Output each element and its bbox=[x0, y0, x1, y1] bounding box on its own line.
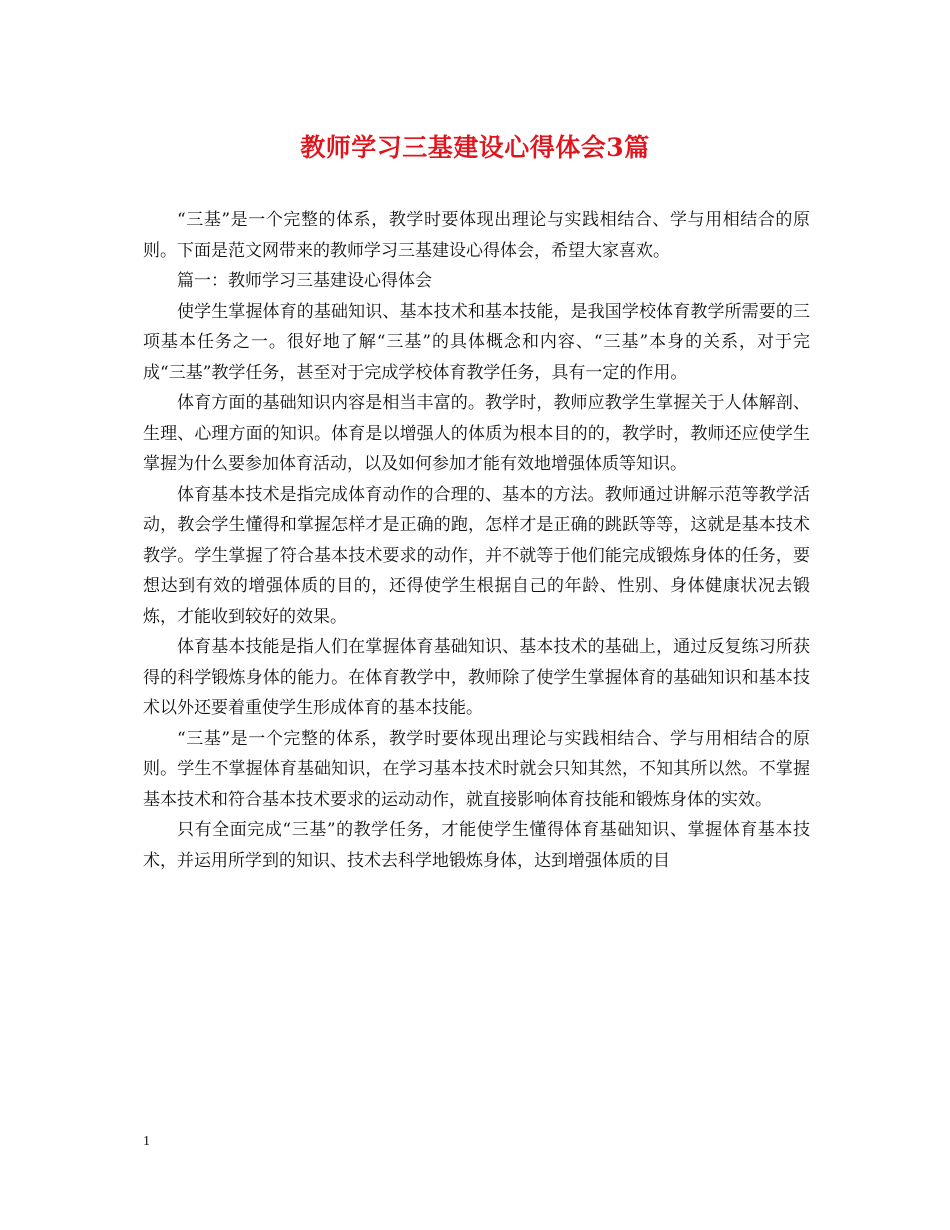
paragraph: 体育方面的基础知识内容是相当丰富的。教学时，教师应教学生掌握关于人体解剖、生理、心理方面的知识。体育是以增强人的体质为根本目的的，教学时，教师还应使学生掌握为什么要参加体育活动，以及如何参加才能有效地增强体质等知识。 bbox=[143, 393, 810, 474]
paragraph: 体育基本技术是指完成体育动作的合理的、基本的方法。教师通过讲解示范等教学活动，教会学生懂得和掌握怎样才是正确的跑，怎样才是正确的跳跃等等，这就是基本技术教学。学生掌握了符合基本技术要求的动作，并不就等于他们能完成锻炼身体的任务，要想达到有效的增强体质的目的，还得使学生根据自己的年龄、性别、身体健康状况去锻炼，才能收到较好的效果。 bbox=[143, 484, 810, 627]
page-number: 1 bbox=[143, 1134, 150, 1149]
paragraph: 只有全面完成“三基”的教学任务，才能使学生懂得体育基础知识、掌握体育基本技术，并运用所学到的知识、技术去科学地锻炼身体，达到增强体质的目 bbox=[143, 820, 810, 871]
paragraph: “三基”是一个完整的体系，教学时要体现出理论与实践相结合、学与用相结合的原则。学生不掌握体育基础知识，在学习基本技术时就会只知其然，不知其所以然。不掌握基本技术和符合基本技术要求的运动动作，就直接影响体育技能和锻炼身体的实效。 bbox=[143, 728, 810, 810]
document-body bbox=[143, 205, 810, 876]
document-title: 教师学习三基建设心得体会3篇 bbox=[300, 133, 650, 162]
section-heading: 篇一：教师学习三基建设心得体会 bbox=[177, 271, 432, 291]
paragraph: 使学生掌握体育的基础知识、基本技术和基本技能，是我国学校体育教学所需要的三项基本任务之一。很好地了解“三基”的具体概念和内容、“三基”本身的关系，对于完成“三基”教学任务，甚至对于完成学校体育教学任务，具有一定的作用。 bbox=[143, 301, 810, 383]
paragraph: 体育基本技能是指人们在掌握体育基础知识、基本技术的基础上，通过反复练习所获得的科学锻炼身体的能力。在体育教学中，教师除了使学生掌握体育的基础知识和基本技术以外还要着重使学生形成体育的基本技能。 bbox=[143, 637, 810, 718]
paragraph-intro: “三基”是一个完整的体系，教学时要体现出理论与实践相结合、学与用相结合的原则。下面是范文网带来的教师学习三基建设心得体会，希望大家喜欢。 bbox=[143, 210, 810, 261]
